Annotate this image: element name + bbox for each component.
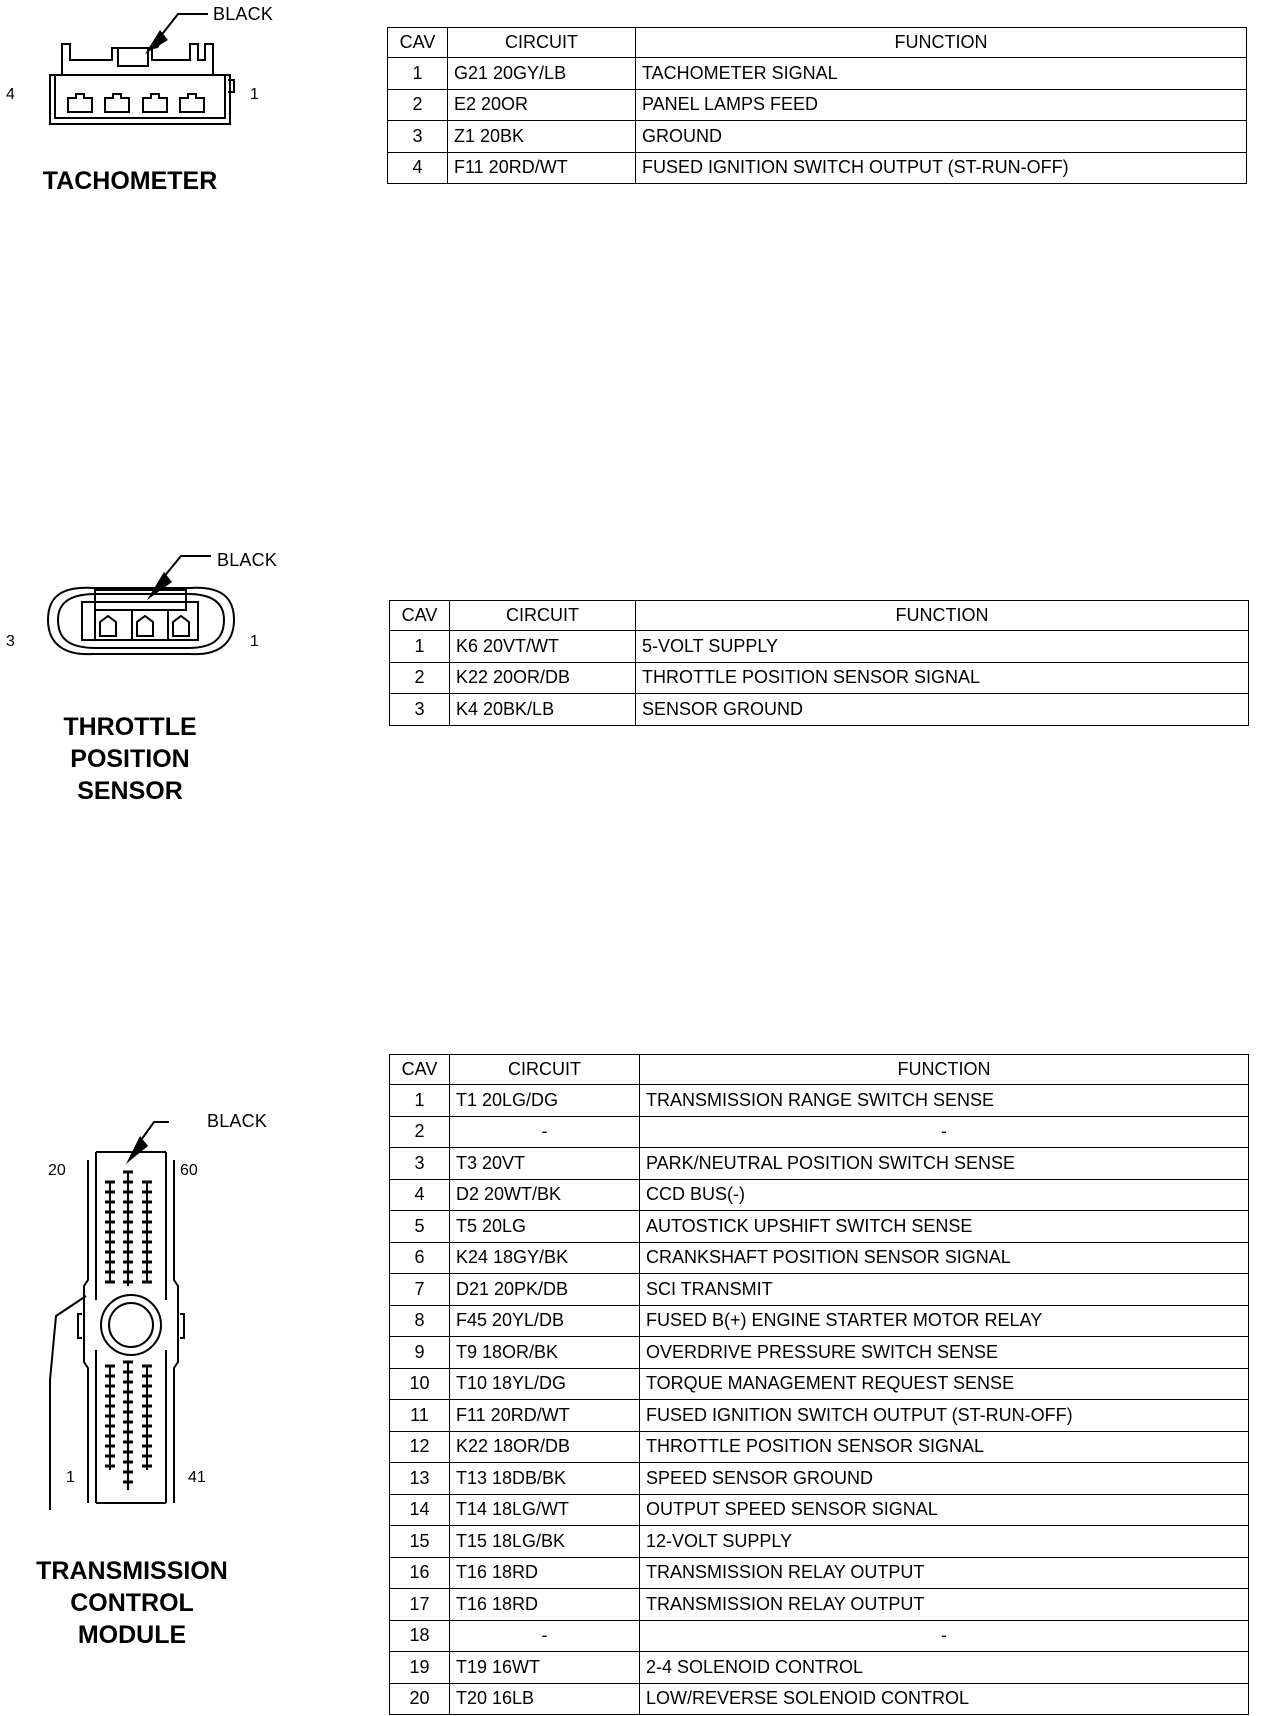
tcm-name: TRANSMISSION CONTROL MODULE: [36, 1557, 228, 1649]
cav-cell: 13: [390, 1463, 450, 1495]
cav-cell: 2: [390, 1116, 450, 1148]
circuit-cell: G21 20GY/LB: [448, 58, 636, 90]
table-row: [390, 1116, 1249, 1148]
table-row: [390, 694, 1249, 726]
header-cav: CAV: [390, 1055, 450, 1085]
cav-cell: 3: [388, 121, 448, 153]
cav-cell: 1: [388, 58, 448, 90]
cav-cell: 20: [390, 1683, 450, 1715]
table-row: [390, 1274, 1249, 1306]
table-row: [390, 662, 1249, 694]
table-row: [390, 631, 1249, 663]
cav-cell: 14: [390, 1494, 450, 1526]
circuit-cell: T10 18YL/DG: [450, 1368, 640, 1400]
tachometer-color-label: BLACK: [213, 4, 274, 24]
function-cell: TACHOMETER SIGNAL: [636, 58, 1247, 90]
circuit-cell: T15 18LG/BK: [450, 1526, 640, 1558]
table-row: [390, 1148, 1249, 1180]
cav-cell: 11: [390, 1400, 450, 1432]
tcm-pin-bottom-left: 1: [66, 1469, 75, 1486]
function-cell: FUSED IGNITION SWITCH OUTPUT (ST-RUN-OFF): [636, 152, 1247, 184]
throttle-position-sensor-pin-right: 1: [250, 633, 259, 650]
cav-cell: 5: [390, 1211, 450, 1243]
function-cell: SENSOR GROUND: [636, 694, 1249, 726]
table-row: [388, 89, 1247, 121]
circuit-cell: T5 20LG: [450, 1211, 640, 1243]
circuit-cell: T19 16WT: [450, 1652, 640, 1684]
cav-cell: 4: [388, 152, 448, 184]
function-cell: TRANSMISSION RELAY OUTPUT: [640, 1589, 1249, 1621]
throttle-position-sensor-pin-table: [389, 600, 1249, 726]
circuit-cell: K24 18GY/BK: [450, 1242, 640, 1274]
function-cell: TORQUE MANAGEMENT REQUEST SENSE: [640, 1368, 1249, 1400]
cav-cell: 18: [390, 1620, 450, 1652]
table-row: [390, 1652, 1249, 1684]
tcm-color-label: BLACK: [207, 1111, 268, 1131]
function-cell: CCD BUS(-): [640, 1179, 1249, 1211]
cav-cell: 7: [390, 1274, 450, 1306]
function-cell: PANEL LAMPS FEED: [636, 89, 1247, 121]
table-row: [390, 1589, 1249, 1621]
function-cell: OUTPUT SPEED SENSOR SIGNAL: [640, 1494, 1249, 1526]
cav-cell: 3: [390, 1148, 450, 1180]
tachometer-pin-left: 4: [6, 86, 15, 103]
function-cell: 2-4 SOLENOID CONTROL: [640, 1652, 1249, 1684]
table-row: [390, 1683, 1249, 1715]
header-cav: CAV: [390, 601, 450, 631]
cav-cell: 15: [390, 1526, 450, 1558]
function-cell: PARK/NEUTRAL POSITION SWITCH SENSE: [640, 1148, 1249, 1180]
table-row: [390, 1620, 1249, 1652]
cav-cell: 8: [390, 1305, 450, 1337]
header-function: FUNCTION: [636, 601, 1249, 631]
tcm-pin-top-left: 20: [48, 1162, 66, 1179]
circuit-cell: F45 20YL/DB: [450, 1305, 640, 1337]
circuit-cell: T9 18OR/BK: [450, 1337, 640, 1369]
cav-cell: 2: [390, 662, 450, 694]
function-cell: TRANSMISSION RELAY OUTPUT: [640, 1557, 1249, 1589]
circuit-cell: T16 18RD: [450, 1589, 640, 1621]
transmission-control-module-connector-icon: [0, 1100, 300, 1520]
function-cell: 5-VOLT SUPPLY: [636, 631, 1249, 663]
header-circuit: CIRCUIT: [450, 1055, 640, 1085]
function-cell: SCI TRANSMIT: [640, 1274, 1249, 1306]
circuit-cell: K22 20OR/DB: [450, 662, 636, 694]
function-cell: -: [640, 1620, 1249, 1652]
circuit-cell: F11 20RD/WT: [448, 152, 636, 184]
circuit-cell: -: [450, 1620, 640, 1652]
tcm-pin-bottom-right: 41: [188, 1469, 206, 1486]
table-row: [390, 1179, 1249, 1211]
circuit-cell: F11 20RD/WT: [450, 1400, 640, 1432]
circuit-cell: -: [450, 1116, 640, 1148]
circuit-cell: Z1 20BK: [448, 121, 636, 153]
function-cell: -: [640, 1116, 1249, 1148]
cav-cell: 16: [390, 1557, 450, 1589]
table-row: [390, 1400, 1249, 1432]
circuit-cell: T14 18LG/WT: [450, 1494, 640, 1526]
function-cell: THROTTLE POSITION SENSOR SIGNAL: [636, 662, 1249, 694]
cav-cell: 19: [390, 1652, 450, 1684]
cav-cell: 9: [390, 1337, 450, 1369]
table-row: [390, 1305, 1249, 1337]
circuit-cell: K4 20BK/LB: [450, 694, 636, 726]
function-cell: SPEED SENSOR GROUND: [640, 1463, 1249, 1495]
function-cell: CRANKSHAFT POSITION SENSOR SIGNAL: [640, 1242, 1249, 1274]
cav-cell: 3: [390, 694, 450, 726]
circuit-cell: E2 20OR: [448, 89, 636, 121]
cav-cell: 6: [390, 1242, 450, 1274]
tachometer-pin-right: 1: [250, 86, 259, 103]
circuit-cell: D2 20WT/BK: [450, 1179, 640, 1211]
table-row: [390, 1494, 1249, 1526]
circuit-cell: T13 18DB/BK: [450, 1463, 640, 1495]
circuit-cell: K6 20VT/WT: [450, 631, 636, 663]
table-row: [388, 58, 1247, 90]
table-row: [390, 1337, 1249, 1369]
table-row: [390, 1242, 1249, 1274]
table-row: [390, 1526, 1249, 1558]
tcm-pin-table: [389, 1054, 1249, 1715]
circuit-cell: T20 16LB: [450, 1683, 640, 1715]
cav-cell: 2: [388, 89, 448, 121]
function-cell: THROTTLE POSITION SENSOR SIGNAL: [640, 1431, 1249, 1463]
throttle-position-sensor-color-label: BLACK: [217, 550, 278, 570]
function-cell: TRANSMISSION RANGE SWITCH SENSE: [640, 1085, 1249, 1117]
function-cell: 12-VOLT SUPPLY: [640, 1526, 1249, 1558]
cav-cell: 12: [390, 1431, 450, 1463]
cav-cell: 1: [390, 631, 450, 663]
circuit-cell: T16 18RD: [450, 1557, 640, 1589]
header-function: FUNCTION: [636, 28, 1247, 58]
cav-cell: 17: [390, 1589, 450, 1621]
table-header-row: [390, 601, 1249, 631]
table-row: [388, 152, 1247, 184]
table-row: [390, 1557, 1249, 1589]
function-cell: AUTOSTICK UPSHIFT SWITCH SENSE: [640, 1211, 1249, 1243]
cav-cell: 10: [390, 1368, 450, 1400]
table-row: [390, 1431, 1249, 1463]
cav-cell: 1: [390, 1085, 450, 1117]
table-row: [388, 121, 1247, 153]
table-row: [390, 1085, 1249, 1117]
tachometer-pin-table: [387, 27, 1247, 184]
function-cell: FUSED IGNITION SWITCH OUTPUT (ST-RUN-OFF): [640, 1400, 1249, 1432]
tcm-pin-top-right: 60: [180, 1162, 198, 1179]
throttle-position-sensor-name: THROTTLE POSITION SENSOR: [63, 713, 197, 805]
function-cell: LOW/REVERSE SOLENOID CONTROL: [640, 1683, 1249, 1715]
cav-cell: 4: [390, 1179, 450, 1211]
table-header-row: [390, 1055, 1249, 1085]
circuit-cell: K22 18OR/DB: [450, 1431, 640, 1463]
throttle-position-sensor-pin-left: 3: [6, 633, 15, 650]
table-row: [390, 1211, 1249, 1243]
header-cav: CAV: [388, 28, 448, 58]
circuit-cell: T3 20VT: [450, 1148, 640, 1180]
table-row: [390, 1463, 1249, 1495]
circuit-cell: T1 20LG/DG: [450, 1085, 640, 1117]
function-cell: FUSED B(+) ENGINE STARTER MOTOR RELAY: [640, 1305, 1249, 1337]
function-cell: OVERDRIVE PRESSURE SWITCH SENSE: [640, 1337, 1249, 1369]
circuit-cell: D21 20PK/DB: [450, 1274, 640, 1306]
header-circuit: CIRCUIT: [448, 28, 636, 58]
header-circuit: CIRCUIT: [450, 601, 636, 631]
tachometer-name: TACHOMETER: [42, 167, 218, 195]
header-function: FUNCTION: [640, 1055, 1249, 1085]
function-cell: GROUND: [636, 121, 1247, 153]
table-header-row: [388, 28, 1247, 58]
table-row: [390, 1368, 1249, 1400]
